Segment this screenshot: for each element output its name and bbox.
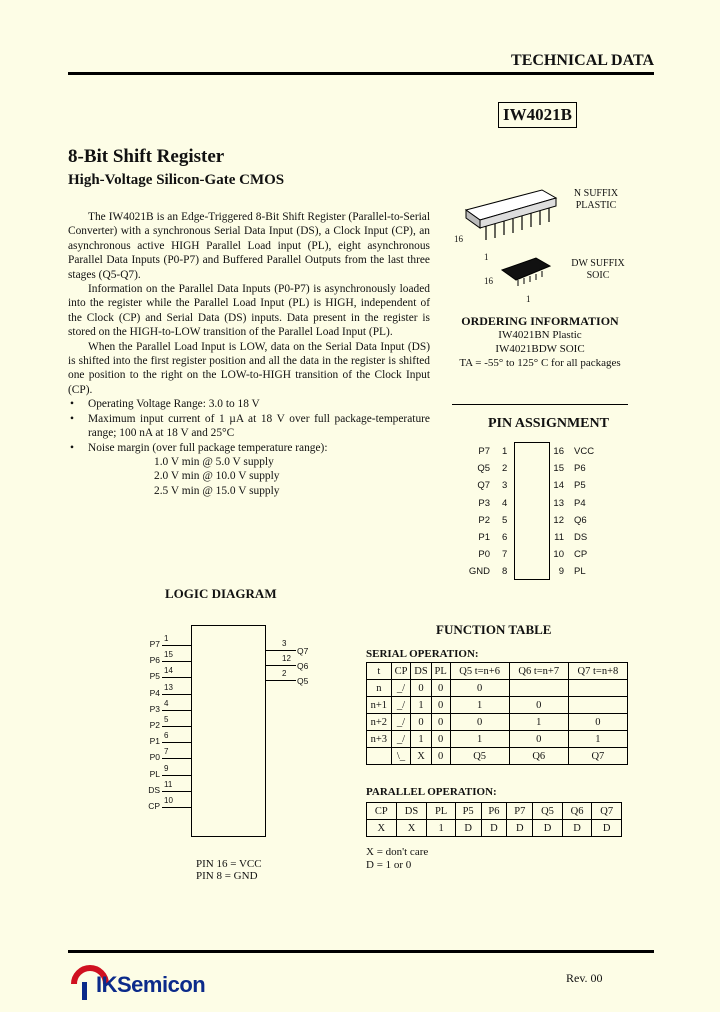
feature-item: • Maximum input current of 1 µA at 18 V over full package-temperature range; 100 nA at 18 V and 25°C (68, 412, 430, 441)
table-cell (509, 680, 568, 697)
dip-package-icon (452, 180, 562, 260)
table-cell: 0 (431, 731, 450, 748)
pin-assignment-title: PIN ASSIGNMENT (488, 416, 609, 431)
table-cell: \_ (391, 748, 411, 765)
logic-input-label: P7 (149, 639, 160, 649)
logic-output-pin: 12 (282, 654, 291, 663)
logic-input-line (162, 791, 191, 792)
logic-input-line (162, 661, 191, 662)
table-cell: X (411, 748, 431, 765)
table-cell: 0 (411, 680, 431, 697)
logic-output-label: Q7 (297, 646, 309, 656)
logic-input-pin: 10 (164, 796, 173, 805)
table-header: CP (367, 803, 397, 820)
pin-name: P6 (574, 463, 586, 475)
table-notes: X = don't care D = 1 or 0 (366, 846, 429, 871)
table-cell: 0 (450, 680, 509, 697)
pin-name: P0 (478, 549, 490, 561)
pin-name: PL (574, 566, 586, 578)
table-cell: 0 (509, 697, 568, 714)
logic-output-label: Q5 (297, 676, 309, 686)
function-table-title: FUNCTION TABLE (436, 622, 552, 637)
ordering-info: ORDERING INFORMATION IW4021BN Plastic IW4021BDW SOIC TA = -55° to 125° C for all packages (459, 314, 621, 369)
logic-diagram-title: LOGIC DIAGRAM (165, 586, 277, 601)
table-cell: 1 (411, 731, 431, 748)
table-cell: 1 (450, 731, 509, 748)
pin-name: Q5 (477, 463, 490, 475)
logic-input-label: P5 (149, 671, 160, 682)
parallel-heading: PARALLEL OPERATION: (366, 786, 497, 798)
table-cell: Q6 (509, 748, 568, 765)
header-rule (68, 72, 654, 75)
noise-line: 1.0 V min @ 5.0 V supply (154, 455, 274, 468)
brand-logo: IKSemicon (70, 962, 260, 1002)
pin-number: 3 (502, 480, 508, 492)
pin-name: P2 (478, 514, 490, 526)
dip-pin16: 16 (454, 234, 463, 244)
pin-number: 6 (502, 532, 508, 543)
logic-output-line (266, 665, 296, 666)
part-number-box: IW4021B (498, 102, 577, 128)
table-cell: _/ (391, 697, 411, 714)
table-header: Q5 (533, 803, 563, 820)
logic-input-pin: 13 (164, 682, 173, 692)
table-header: Q5 t=n+6 (450, 663, 509, 680)
noise-line: 2.0 V min @ 10.0 V supply (154, 470, 280, 483)
pin-number: 11 (554, 532, 564, 543)
feature-item: • Noise margin (over full package temperature range): (68, 441, 430, 455)
table-row (367, 680, 628, 697)
pin-name: P4 (574, 497, 586, 509)
table-header: P7 (507, 803, 533, 820)
table-row (367, 748, 628, 765)
pin-name: P3 (478, 497, 490, 509)
dip-pin1: 1 (484, 252, 489, 262)
logic-input-label: PL (149, 768, 160, 779)
table-cell: 0 (411, 714, 431, 731)
table-cell: D (533, 820, 563, 837)
footer-rule (68, 950, 654, 953)
table-header: Q6 (562, 803, 592, 820)
logic-input-pin: 9 (164, 763, 169, 773)
table-cell: 1 (568, 731, 627, 748)
logic-output-label: Q6 (297, 661, 309, 671)
logic-input-label: P6 (149, 655, 160, 666)
table-row (367, 820, 622, 837)
description (68, 210, 430, 498)
table-cell: 1 (509, 714, 568, 731)
page-subtitle: High-Voltage Silicon-Gate CMOS (68, 172, 285, 188)
table-cell: 1 (411, 697, 431, 714)
pin-number: 9 (558, 566, 564, 578)
table-cell: _/ (391, 714, 411, 731)
table-cell: D (481, 820, 507, 837)
serial-heading: SERIAL OPERATION: (366, 648, 479, 660)
pin-number: 10 (553, 549, 564, 561)
table-cell: D (507, 820, 533, 837)
table-cell (367, 748, 392, 765)
logic-input-pin: 6 (164, 731, 169, 741)
table-cell: D (592, 820, 622, 837)
pin-name: P7 (478, 446, 490, 457)
logic-input-pin: 11 (164, 779, 173, 789)
table-header: DS (396, 803, 427, 820)
logic-input-pin: 5 (164, 715, 169, 724)
noise-line: 2.5 V min @ 15.0 V supply (154, 484, 280, 497)
table-cell: 0 (568, 714, 627, 731)
feature-list (68, 397, 430, 455)
logic-input-label: P2 (149, 720, 160, 730)
table-header: P6 (481, 803, 507, 820)
logic-input-line (162, 694, 191, 695)
logic-input-line (162, 677, 191, 678)
logic-input-line (162, 758, 191, 759)
logic-input-pin: 15 (164, 650, 173, 660)
divider (452, 404, 628, 405)
logic-input-line (162, 775, 191, 776)
pin-name: P5 (574, 480, 586, 492)
logic-output-pin: 2 (282, 669, 287, 678)
pin-number: 15 (553, 463, 564, 475)
pin-number: 1 (502, 446, 508, 457)
page-title: 8-Bit Shift Register (68, 146, 225, 167)
table-header: P5 (455, 803, 481, 820)
soic-pin16: 16 (484, 276, 493, 286)
power-notes: PIN 16 = VCC PIN 8 = GND (196, 858, 262, 882)
pin-number: 2 (502, 463, 508, 475)
table-cell: n+3 (367, 731, 392, 748)
logic-input-line (162, 645, 191, 646)
table-cell: n+1 (367, 697, 392, 714)
logic-input-pin: 4 (164, 698, 169, 708)
table-row (367, 731, 628, 748)
logic-input-line (162, 807, 191, 808)
table-cell (568, 680, 627, 697)
table-cell: 0 (450, 714, 509, 731)
table-row (367, 697, 628, 714)
pin-number: 4 (502, 497, 508, 509)
table-cell: 1 (427, 820, 455, 837)
logic-input-label: P4 (149, 687, 160, 698)
table-header: Q7 t=n+8 (568, 663, 627, 680)
description-p2: Information on the Parallel Data Inputs (P0-P7) is asynchronously loaded into the register while the Parallel Load Input (PL) is HIGH, independent of the Clock (CP) and Serial Data (DS) inputs. Data present in the register is stored on the HIGH-to-LOW transition of the Parallel Load Input (PL). (68, 283, 430, 339)
table-cell: D (455, 820, 481, 837)
dip-label: N SUFFIX PLASTIC (573, 188, 619, 211)
table-cell: 0 (431, 680, 450, 697)
pin-ic-body (514, 442, 550, 580)
table-cell: 1 (450, 697, 509, 714)
table-header: DS (411, 663, 431, 680)
table-cell: D (562, 820, 592, 837)
table-cell: 0 (431, 714, 450, 731)
table-cell: 0 (431, 748, 450, 765)
pin-number: 14 (553, 480, 564, 492)
table-header: PL (427, 803, 455, 820)
table-cell: Q5 (450, 748, 509, 765)
logic-input-label: P3 (149, 703, 160, 714)
serial-table (366, 662, 628, 765)
feature-item: • Operating Voltage Range: 3.0 to 18 V (68, 397, 430, 411)
logic-input-line (162, 710, 191, 711)
logic-input-label: P1 (149, 736, 160, 747)
pin-name: Q6 (574, 514, 587, 526)
pin-name: CP (574, 549, 588, 561)
pin-name: VCC (574, 446, 595, 457)
pin-name: GND (468, 566, 490, 578)
pin-number: 8 (502, 566, 508, 578)
table-cell (568, 697, 627, 714)
table-cell: n+2 (367, 714, 392, 731)
logic-output-line (266, 650, 296, 651)
logic-input-label: DS (148, 784, 160, 795)
logic-input-line (162, 742, 191, 743)
table-cell: _/ (391, 731, 411, 748)
pin-name: DS (574, 532, 588, 543)
pin-name: P1 (478, 532, 490, 543)
logic-input-pin: 7 (164, 747, 169, 757)
logic-input-pin: 1 (164, 634, 169, 643)
logic-output-pin: 3 (282, 639, 287, 648)
table-cell: 0 (509, 731, 568, 748)
table-header: t (367, 663, 392, 680)
logic-input-label: P0 (149, 752, 160, 763)
soic-label: DW SUFFIX SOIC (571, 258, 625, 281)
description-p3: When the Parallel Load Input is LOW, data on the Serial Data Input (DS) is shifted into the first register position and all the data in the register is shifted one position to the right on the LOW-to-HIGH transition of the Clock Input (CP). (68, 340, 430, 396)
table-header: Q7 (592, 803, 622, 820)
pin-name: Q7 (477, 480, 490, 492)
table-cell: _/ (391, 680, 411, 697)
table-row (367, 714, 628, 731)
pin-number: 5 (502, 514, 508, 526)
logic-output-line (266, 680, 296, 681)
soic-package-icon (496, 254, 556, 294)
pin-number: 16 (553, 446, 564, 457)
table-cell: Q7 (568, 748, 627, 765)
table-header: PL (431, 663, 450, 680)
table-cell: X (396, 820, 427, 837)
table-header: Q6 t=n+7 (509, 663, 568, 680)
header-label: TECHNICAL DATA (511, 52, 654, 69)
pin-number: 7 (502, 549, 508, 561)
parallel-table (366, 802, 622, 837)
table-cell: n (367, 680, 392, 697)
logic-input-pin: 14 (164, 666, 173, 676)
table-cell: X (367, 820, 397, 837)
soic-pin1: 1 (526, 294, 531, 304)
description-p1: The IW4021B is an Edge-Triggered 8-Bit Shift Register (Parallel-to-Serial Converter) with a synchronous Serial Data Input (DS), a Clock Input (CP), an asynchronous active HIGH Parallel Load input (PL), eight asynchronous Parallel Data Inputs (P0-P7) and Buffered Parallel Outputs from the last three stages (Q5-Q7). (68, 211, 430, 281)
logic-input-line (162, 726, 191, 727)
pin-number: 13 (553, 497, 564, 509)
logic-block (191, 625, 266, 837)
table-cell: 0 (431, 697, 450, 714)
revision: Rev. 00 (566, 971, 603, 985)
table-header: CP (391, 663, 411, 680)
pin-number: 12 (553, 514, 564, 526)
logic-input-label: CP (148, 801, 160, 811)
